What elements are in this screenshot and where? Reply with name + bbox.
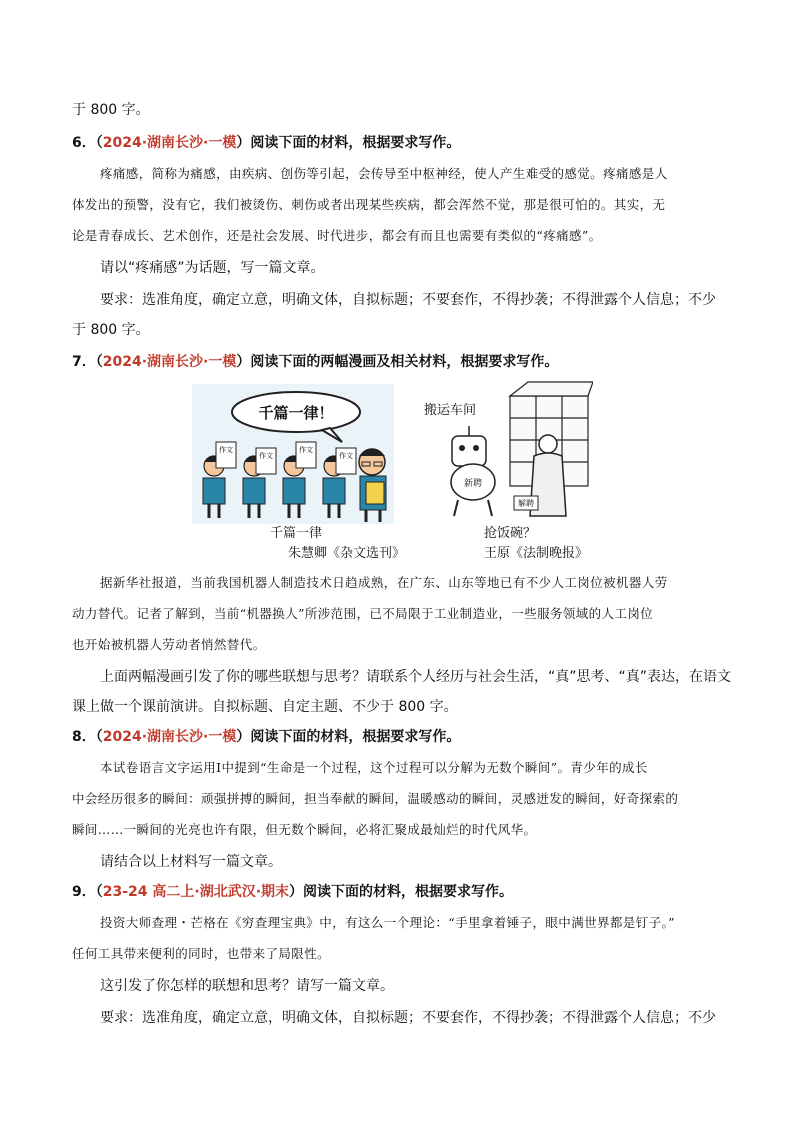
question-8-heading: 8．（2024·湖南长沙·一模）阅读下面的材料，根据要求写作。: [72, 729, 461, 745]
question-number: 7．: [72, 354, 96, 370]
question-instruction: 阅读下面的两幅漫画及相关材料，根据要求写作。: [250, 354, 559, 370]
writing-task: 这引发了你怎样的联想和思考？请写一篇文章。: [100, 978, 394, 994]
bag-label: 新聘: [463, 479, 483, 489]
material-text: 论是青春成长、艺术创作，还是社会发展、时代进步，都会有而且也需要有类似的“疼痛感”。: [72, 228, 602, 243]
material-text: 据新华社报道，当前我国机器人制造技术日趋成熟，在广东、山东等地已有不少人工岗位被机器人劳: [100, 575, 668, 590]
question-source: 2024·湖南长沙·一模: [102, 354, 237, 370]
writing-requirement: 于 800 字。: [72, 322, 150, 338]
writing-requirement: 要求：选准角度，确定立意，明确文体，自拟标题；不要套作，不得抄袭；不得泄露个人信息；不少: [100, 292, 716, 308]
cartoon-robot-jobs: [418, 378, 593, 522]
question-source: 2024·湖南长沙·一模: [102, 135, 237, 151]
material-text: 体发出的预警，没有它，我们被烫伤、刺伤或者出现某些疾病，都会浑然不觉，那是很可怕的。其实，无: [72, 197, 666, 212]
writing-task: 请以“疼痛感”为话题，写一篇文章。: [100, 260, 325, 276]
cartoon-author: 王原《法制晚报》: [484, 546, 589, 561]
question-9-heading: 9．（23-24 高二上·湖北武汉·期末）阅读下面的材料，根据要求写作。: [72, 884, 514, 900]
writing-task: 上面两幅漫画引发了你的哪些联想与思考？请联系个人经历与社会生活，“真”思考、“真”表达，在语文: [100, 669, 732, 685]
question-instruction: 阅读下面的材料，根据要求写作。: [250, 729, 461, 745]
cartoon-illustration: [192, 384, 394, 524]
material-text: 也开始被机器人劳动者悄然替代。: [72, 637, 266, 652]
question-instruction: 阅读下面的材料，根据要求写作。: [303, 884, 514, 900]
cartoon-caption: 千篇一律: [270, 526, 323, 541]
question-source: 23-24 高二上·湖北武汉·期末: [102, 884, 290, 900]
question-instruction: 阅读下面的材料，根据要求写作。: [250, 135, 461, 151]
question-number: 8．: [72, 729, 96, 745]
question-number: 6．: [72, 135, 96, 151]
material-text: 投资大师查理・芒格在《穷查理宝典》中，有这么一个理论：“手里拿着锤子，眼中满世界都是钉子。”: [100, 915, 675, 930]
cartoon-label: 搬运车间: [424, 403, 477, 418]
speech-bubble-text: 千篇一律！: [258, 404, 334, 422]
cartoon-caption: 抢饭碗？: [484, 526, 537, 541]
sign-label: 解聘: [518, 499, 534, 508]
material-text: 动力替代。记者了解到，当前“机器换人”所涉范围，已不局限于工业制造业，一些服务领域的人工岗位: [72, 606, 654, 621]
writing-task: 课上做一个课前演讲。自拟标题、自定主题、不少于 800 字。: [72, 699, 458, 715]
writing-requirement: 要求：选准角度，确定立意，明确文体，自拟标题；不要套作，不得抄袭；不得泄露个人信息；不少: [100, 1010, 716, 1026]
essay-paper-label: 作文: [339, 452, 353, 460]
question-number: 9．: [72, 884, 96, 900]
material-text: 疼痛感，简称为痛感，由疾病、创伤等引起，会传导至中枢神经，使人产生难受的感觉。疼痛感是人: [100, 166, 668, 181]
essay-paper-label: 作文: [299, 446, 313, 454]
essay-paper-label: 作文: [219, 446, 233, 454]
material-text: 本试卷语言文字运用Ⅰ中提到“生命是一个过程，这个过程可以分解为无数个瞬间”。青少年的成长: [100, 760, 648, 775]
previous-question-tail: 于 800 字。: [72, 102, 150, 118]
material-text: 任何工具带来便利的同时，也带来了局限性。: [72, 946, 331, 961]
material-text: 中会经历很多的瞬间：顽强拼搏的瞬间，担当奉献的瞬间，温暖感动的瞬间，灵感迸发的瞬间，好奇探索的: [72, 791, 679, 806]
question-source: 2024·湖南长沙·一模: [102, 729, 237, 745]
question-7-heading: 7．（2024·湖南长沙·一模）阅读下面的两幅漫画及相关材料，根据要求写作。: [72, 354, 559, 370]
cartoon-illustration: [418, 378, 593, 522]
writing-task: 请结合以上材料写一篇文章。: [100, 854, 282, 870]
material-text: 瞬间……一瞬间的光亮也许有限，但无数个瞬间，必将汇聚成最灿烂的时代风华。: [72, 822, 537, 837]
question-6-heading: 6．（2024·湖南长沙·一模）阅读下面的材料，根据要求写作。: [72, 135, 461, 151]
essay-paper-label: 作文: [259, 452, 273, 460]
cartoon-uniform-essays: [192, 384, 394, 524]
cartoon-author: 朱慧卿《杂文选刊》: [288, 546, 406, 561]
